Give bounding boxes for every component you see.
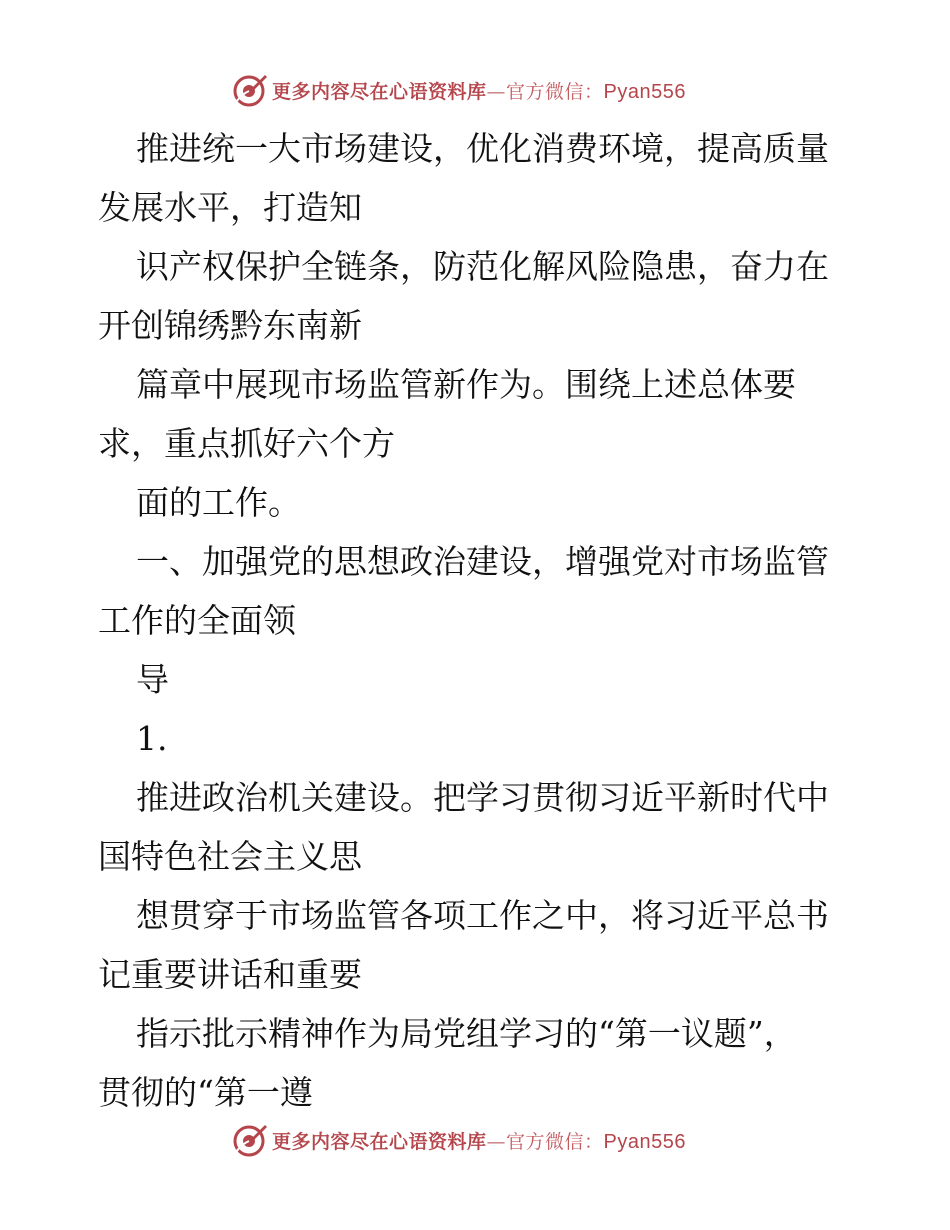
header-wechat-label: 官方微信： <box>506 80 604 103</box>
header-banner <box>232 70 686 110</box>
section-heading-cont: 导 <box>136 660 169 699</box>
footer-banner <box>232 1120 686 1160</box>
footer-library-text: 更多内容尽在心语资料库 <box>272 1130 487 1153</box>
header-library-text: 更多内容尽在心语资料库 <box>272 80 487 103</box>
text-line: 篇章中展现市场监管新作为。围绕上述总体要 <box>136 365 796 404</box>
body-text <box>98 119 854 1122</box>
text-line: 求，重点抓好六个方 <box>98 424 395 463</box>
text-line: 开创锦绣黔东南新 <box>98 306 362 345</box>
footer-wechat-label: 官方微信： <box>506 1130 604 1153</box>
text-line: 推进政治机关建设。把学习贯彻习近平新时代中 <box>136 778 829 817</box>
header-separator: — <box>486 80 507 103</box>
footer-separator: — <box>486 1130 507 1153</box>
pen-logo-icon <box>232 1122 268 1158</box>
section-heading: 一、加强党的思想政治建设，增强党对市场监管 <box>136 542 829 581</box>
text-line: 想贯穿于市场监管各项工作之中，将习近平总书 <box>136 896 829 935</box>
text-line: 指示批示精神作为局党组学习的“第一议题”， <box>136 1014 797 1053</box>
text-line: 贯彻的“第一遵 <box>98 1073 313 1112</box>
text-line: 推进统一大市场建设，优化消费环境，提高质量 <box>136 129 829 168</box>
text-line: 识产权保护全链条，防范化解风险隐患，奋力在 <box>136 247 829 286</box>
item-number: 1. <box>136 719 168 758</box>
text-line: 面的工作。 <box>136 483 301 522</box>
text-line: 记重要讲话和重要 <box>98 955 362 994</box>
section-heading-cont: 工作的全面领 <box>98 601 296 640</box>
footer-wechat-id: Pyan556 <box>603 1130 686 1153</box>
text-line: 发展水平，打造知 <box>98 188 362 227</box>
header-wechat-id: Pyan556 <box>603 80 686 103</box>
pen-logo-icon <box>232 72 268 108</box>
text-line: 国特色社会主义思 <box>98 837 362 876</box>
